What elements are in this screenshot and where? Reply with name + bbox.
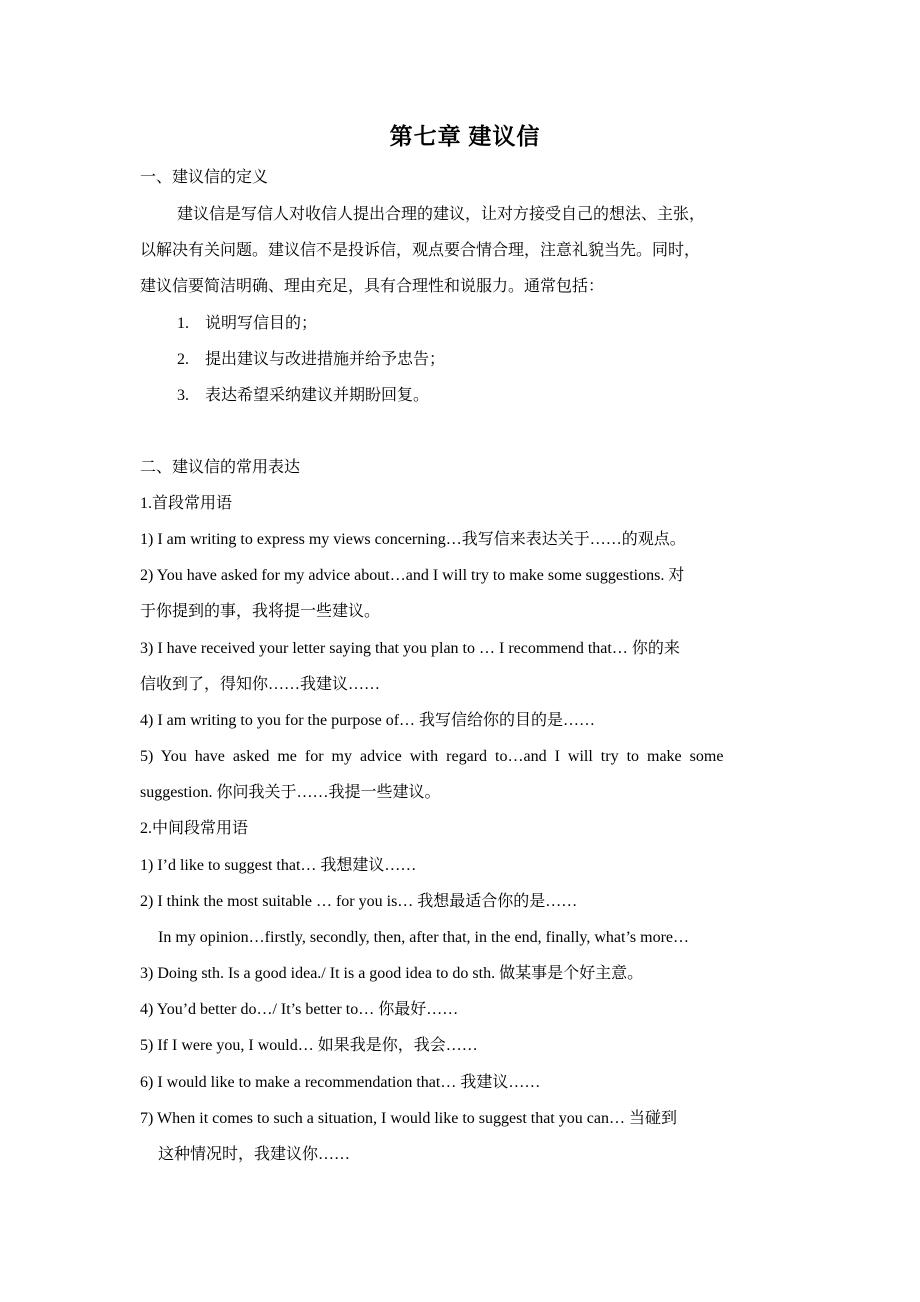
expression-line: suggestion. 你问我关于……我提一些建议。 — [140, 784, 441, 801]
subsection-2-heading: 2.中间段常用语 — [140, 820, 249, 837]
list-text: 提出建议与改进措施并给予忠告； — [205, 351, 446, 368]
expression-line: 2) You have asked for my advice about…and I will try to make some suggestions. 对 — [140, 567, 685, 584]
expression-line: 4) I am writing to you for the purpose of… 我写信给你的目的是…… — [140, 712, 596, 729]
list-number: 2. — [177, 351, 189, 368]
section-2-heading: 二、建议信的常用表达 — [140, 459, 301, 476]
expression-line: 7) When it comes to such a situation, I would like to suggest that you can… 当碰到 — [140, 1110, 677, 1127]
expression-line: 6) I would like to make a recommendation that… 我建议…… — [140, 1074, 541, 1091]
section-1-heading: 一、建议信的定义 — [140, 169, 269, 186]
expression-line: 1) I am writing to express my views concerning…我写信来表达关于……的观点。 — [140, 531, 686, 548]
expression-line: 5) You have asked me for my advice with regard to…and I will try to make some — [140, 748, 724, 765]
chapter-title: 第七章 建议信 — [389, 124, 541, 149]
expression-line: 5) If I were you, I would… 如果我是你，我会…… — [140, 1037, 478, 1054]
expression-line: 3) I have received your letter saying that you plan to … I recommend that… 你的来 — [140, 640, 680, 657]
definition-line-3: 建议信要简洁明确、理由充足，具有合理性和说服力。通常包括： — [140, 278, 605, 295]
list-text: 表达希望采纳建议并期盼回复。 — [205, 387, 430, 404]
expression-line: 于你提到的事，我将提一些建议。 — [140, 603, 381, 620]
expression-line: 1) I’d like to suggest that… 我想建议…… — [140, 857, 417, 874]
expression-line: In my opinion…firstly, secondly, then, after that, in the end, finally, what’s more… — [158, 929, 689, 946]
definition-line-2: 以解决有关问题。建议信不是投诉信，观点要合情合理，注意礼貌当先。同时， — [140, 242, 701, 259]
subsection-1-heading: 1.首段常用语 — [140, 495, 233, 512]
expression-line: 这种情况时，我建议你…… — [158, 1146, 351, 1163]
expression-line: 信收到了，得知你……我建议…… — [140, 676, 381, 693]
expression-line: 3) Doing sth. Is a good idea./ It is a good idea to do sth. 做某事是个好主意。 — [140, 965, 644, 982]
list-number: 3. — [177, 387, 189, 404]
expression-line: 4) You’d better do…/ It’s better to… 你最好…… — [140, 1001, 459, 1018]
list-number: 1. — [177, 315, 189, 332]
list-item — [177, 386, 429, 406]
list-item — [177, 314, 317, 334]
list-text: 说明写信目的； — [205, 315, 318, 332]
expression-line: 2) I think the most suitable … for you is… 我想最适合你的是…… — [140, 893, 578, 910]
list-item — [177, 350, 445, 370]
definition-line-1: 建议信是写信人对收信人提出合理的建议，让对方接受自己的想法、主张， — [177, 206, 706, 223]
